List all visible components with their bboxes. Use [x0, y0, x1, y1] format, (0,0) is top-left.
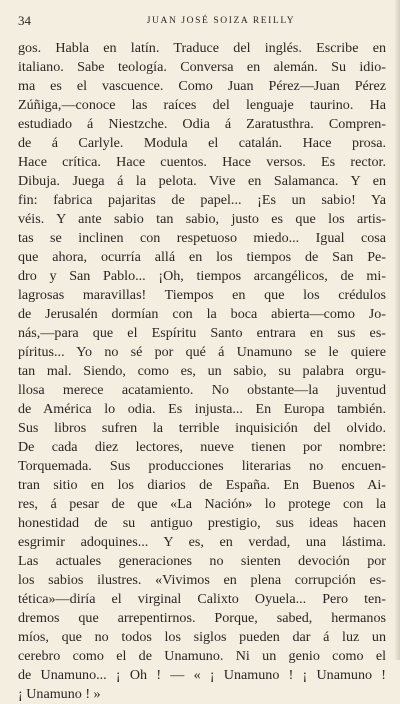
text-line: lagrosas maravillas! Tiempos en que los crédulos	[18, 287, 386, 303]
page-header	[18, 14, 384, 28]
text-line: Dibuja. Juega á la pelota. Vive en Salamanca. Y en	[18, 173, 386, 189]
text-line: esgrimir adoquines... Y es, en verdad, una lástima.	[18, 534, 386, 550]
text-line: dro y San Pablo... ¡Oh, tiempos arcangélicos, de mi-	[18, 268, 386, 284]
text-line: Torquemada. Sus producciones literarias no encuen-	[18, 458, 386, 474]
text-line: tética»—diría el virginal Calixto Oyuela... Pero ten-	[18, 591, 386, 607]
text-line: ¡ Unamuno ! »	[18, 686, 101, 702]
text-line: que ahora, ocurría allá en los tiempos de San Pe-	[18, 249, 386, 265]
text-line: míos, que no todos los siglos pueden dar á luz un	[18, 629, 386, 645]
text-line: tas se inclinen con respetuoso miedo... Igual cosa	[18, 230, 386, 246]
text-line: honestidad de su antiguo prestigio, sus ideas hacen	[18, 515, 386, 531]
text-line: Hace crítica. Hace cuentos. Hace versos. Es rector.	[18, 154, 386, 170]
text-line: gos. Habla en latín. Traduce del inglés. Escribe en	[18, 40, 386, 56]
text-line: Sus libros sufren la terrible inquisición del olvido.	[18, 420, 386, 436]
text-line: dremos que arrepentirnos. Porque, sabed, hermanos	[18, 610, 386, 626]
page-number: 34	[18, 13, 31, 28]
text-line: píritus... Yo no sé por qué á Unamuno se le quiere	[18, 344, 386, 360]
text-line: tan mal. Siendo, como es, un sabio, su palabra orgu-	[18, 363, 386, 379]
text-line: véis. Y ante sabio tan sabio, justo es que los artis-	[18, 211, 386, 227]
text-line: nás,—para que el Espíritu Santo entrara en sus es-	[18, 325, 386, 341]
text-line: de América lo odia. Es injusta... En Europa también.	[18, 401, 386, 417]
body-text	[18, 39, 386, 704]
page-edge-shadow	[394, 0, 400, 660]
text-line: Las actuales generaciones no sienten devoción por	[18, 553, 386, 569]
text-line: De cada diez lectores, nueve tienen por nombre:	[18, 439, 386, 455]
text-line: italiano. Sabe teología. Conversa en alemán. Su idio-	[18, 59, 386, 75]
text-line: Zúñiga,—conoce las raíces del lenguaje taurino. Ha	[18, 97, 386, 113]
text-line: tran sitio en los diarios de España. En Buenos Ai-	[18, 477, 386, 493]
text-line: de Jerusalén dormían con la boca abierta—como Jo-	[18, 306, 386, 322]
text-line: ma es el vascuence. Como Juan Pérez—Juan Pérez	[18, 78, 386, 94]
running-head: JUAN JOSÉ SOIZA REILLY	[146, 16, 296, 26]
text-line: res, á pesar de que «La Nación» lo protege con la	[18, 496, 386, 512]
text-line: de Unamuno... ¡ Oh ! — « ¡ Unamuno ! ¡ Unamuno !	[18, 667, 386, 683]
text-line: fin: fabrica pajaritas de papel... ¡Es un sabio! Ya	[18, 192, 386, 208]
text-line: los sabios ilustres. «Vivimos en plena corrupción es-	[18, 572, 386, 588]
text-line: llosa merece acatamiento. No obstante—la juventud	[18, 382, 386, 398]
text-line: de á Carlyle. Modula el catalán. Hace prosa.	[18, 135, 386, 151]
text-line: estudiado á Niestzche. Odia á Zaratusthra. Compren-	[18, 116, 386, 132]
text-line: cerebro como el de Unamuno. Ni un genio como el	[18, 648, 386, 664]
